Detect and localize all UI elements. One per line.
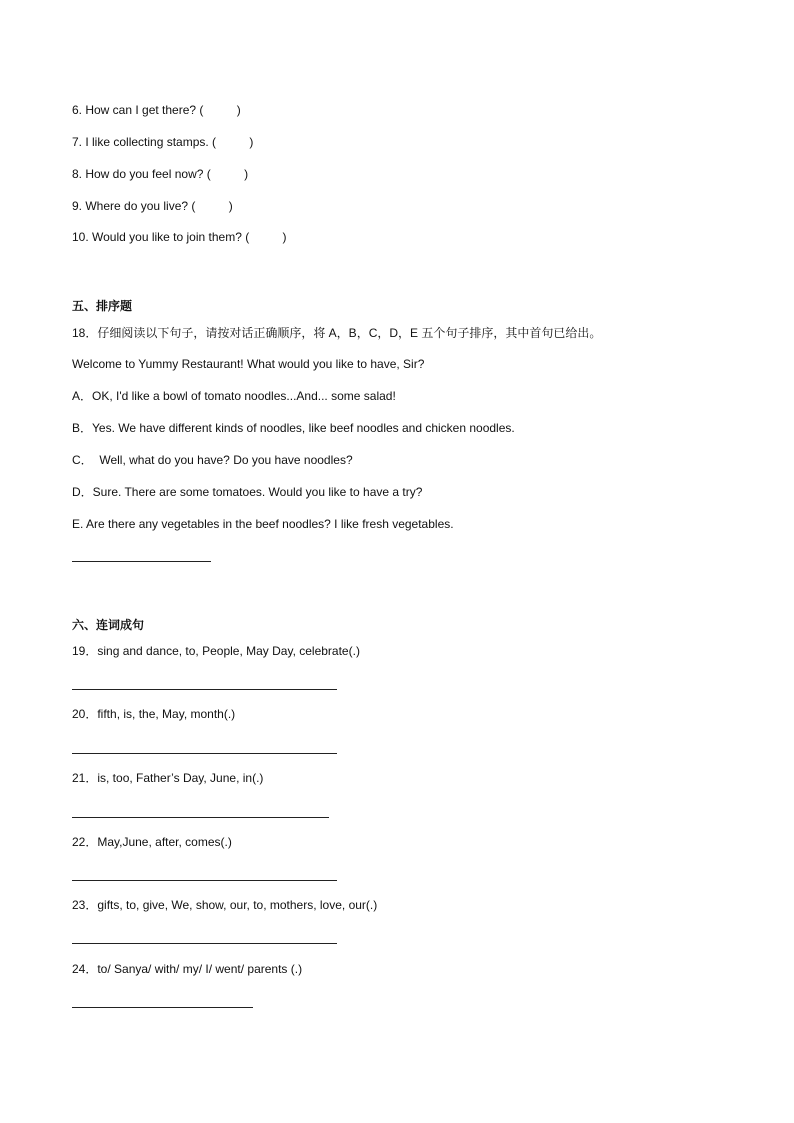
answer-line-20[interactable]: [72, 753, 337, 754]
sentence-section-title: 六、连词成句: [72, 618, 145, 632]
question-7: 7. I like collecting stamps. ( ): [72, 135, 254, 149]
answer-line-19[interactable]: [72, 689, 337, 690]
sorting-answer-line[interactable]: [72, 561, 211, 562]
question-9: 9. Where do you live? ( ): [72, 199, 233, 213]
answer-line-22[interactable]: [72, 880, 337, 881]
sorting-option-c: C． Well, what do you have? Do you have noodles?: [72, 453, 353, 467]
sorting-option-b: B．Yes. We have different kinds of noodles, like beef noodles and chicken noodles.: [72, 421, 515, 435]
answer-line-21[interactable]: [72, 817, 329, 818]
sorting-question: 18．仔细阅读以下句子，请按对话正确顺序，将 A，B，C，D，E 五个句子排序，其中首句已给出。: [72, 326, 602, 340]
question-20: 20．fifth, is, the, May, month(.): [72, 707, 236, 721]
sorting-option-d: D．Sure. There are some tomatoes. Would you like to have a try?: [72, 485, 423, 499]
sorting-option-e: E. Are there any vegetables in the beef noodles? I like fresh vegetables.: [72, 517, 454, 531]
question-8: 8. How do you feel now? ( ): [72, 167, 249, 181]
question-6: 6. How can I get there? ( ): [72, 103, 241, 117]
question-10: 10. Would you like to join them? ( ): [72, 230, 287, 244]
question-23: 23．gifts, to, give, We, show, our, to, mothers, love, our(.): [72, 898, 378, 912]
sorting-opening-sentence: Welcome to Yummy Restaurant! What would you like to have, Sir?: [72, 357, 425, 371]
question-21: 21．is, too, Father’s Day, June, in(.): [72, 771, 264, 785]
question-19: 19．sing and dance, to, People, May Day, celebrate(.): [72, 644, 360, 658]
answer-line-23[interactable]: [72, 943, 337, 944]
answer-line-24[interactable]: [72, 1007, 253, 1008]
sorting-section-title: 五、排序题: [72, 299, 133, 313]
question-22: 22．May,June, after, comes(.): [72, 835, 232, 849]
question-24: 24．to/ Sanya/ with/ my/ I/ went/ parents (.): [72, 962, 303, 976]
sorting-option-a: A．OK, I'd like a bowl of tomato noodles...And... some salad!: [72, 389, 396, 403]
